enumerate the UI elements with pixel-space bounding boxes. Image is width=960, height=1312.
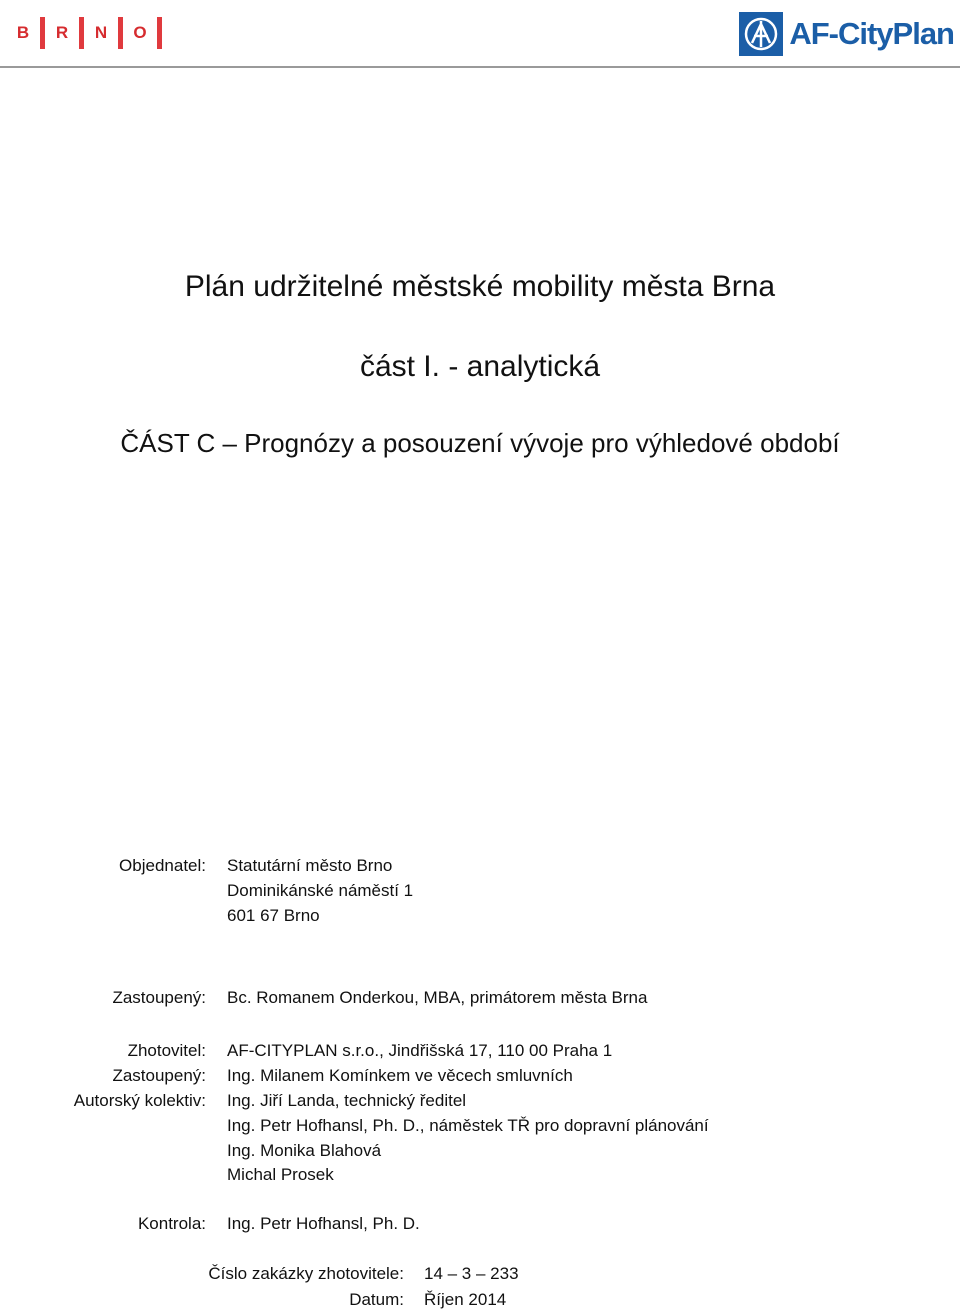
contractor-label: Zhotovitel: — [127, 1041, 206, 1060]
contractor-value: AF-CITYPLAN s.r.o., Jindřišská 17, 110 00 Praha 1 — [227, 1041, 613, 1060]
client-label: Objednatel: — [119, 856, 206, 875]
document-section: ČÁST C – Prognózy a posouzení vývoje pro výhledové období — [120, 428, 840, 458]
brno-logo-bar — [40, 17, 45, 49]
client-rep-value: Bc. Romanem Onderkou, MBA, primátorem města Brna — [227, 988, 648, 1007]
document-title: Plán udržitelné městské mobility města Brna — [184, 270, 776, 303]
header-divider — [0, 66, 960, 68]
af-cityplan-logo-text: AF-CityPlan — [789, 16, 954, 51]
brno-logo-letter: N — [94, 23, 108, 42]
brno-logo-bar — [118, 17, 123, 49]
brno-logo-letter: R — [55, 23, 69, 42]
contractor-rep-value: Ing. Milanem Komínkem ve věcech smluvních — [227, 1066, 573, 1085]
client-rep-label: Zastoupený: — [112, 988, 206, 1007]
authors-label: Autorský kolektiv: — [73, 1091, 206, 1110]
brno-logo-letter: O — [133, 23, 147, 42]
review-value: Ing. Petr Hofhansl, Ph. D. — [227, 1214, 420, 1233]
contractor-rep-label: Zastoupený: — [112, 1066, 206, 1085]
author-line: Ing. Monika Blahová — [227, 1141, 382, 1160]
brno-logo-bar — [79, 17, 84, 49]
author-line: Ing. Petr Hofhansl, Ph. D., náměstek TŘ pro dopravní plánování — [227, 1116, 709, 1135]
order-number-value: 14 – 3 – 233 — [424, 1264, 519, 1283]
client-line: Dominikánské náměstí 1 — [227, 881, 414, 900]
af-cityplan-logo — [739, 8, 954, 60]
order-number-label: Číslo zakázky zhotovitele: — [208, 1264, 404, 1283]
author-line: Ing. Jiří Landa, technický ředitel — [227, 1091, 467, 1110]
client-line: Statutární město Brno — [227, 856, 393, 875]
brno-logo-bar — [157, 17, 162, 49]
brno-logo-letter: B — [16, 23, 30, 42]
date-value: Říjen 2014 — [424, 1290, 507, 1309]
af-emblem-icon — [739, 12, 783, 56]
document-part: část I. - analytická — [359, 350, 601, 383]
author-line: Michal Prosek — [227, 1165, 334, 1184]
review-label: Kontrola: — [137, 1214, 206, 1233]
brno-logo — [14, 16, 162, 50]
date-label: Datum: — [349, 1290, 404, 1309]
client-line: 601 67 Brno — [227, 906, 320, 925]
